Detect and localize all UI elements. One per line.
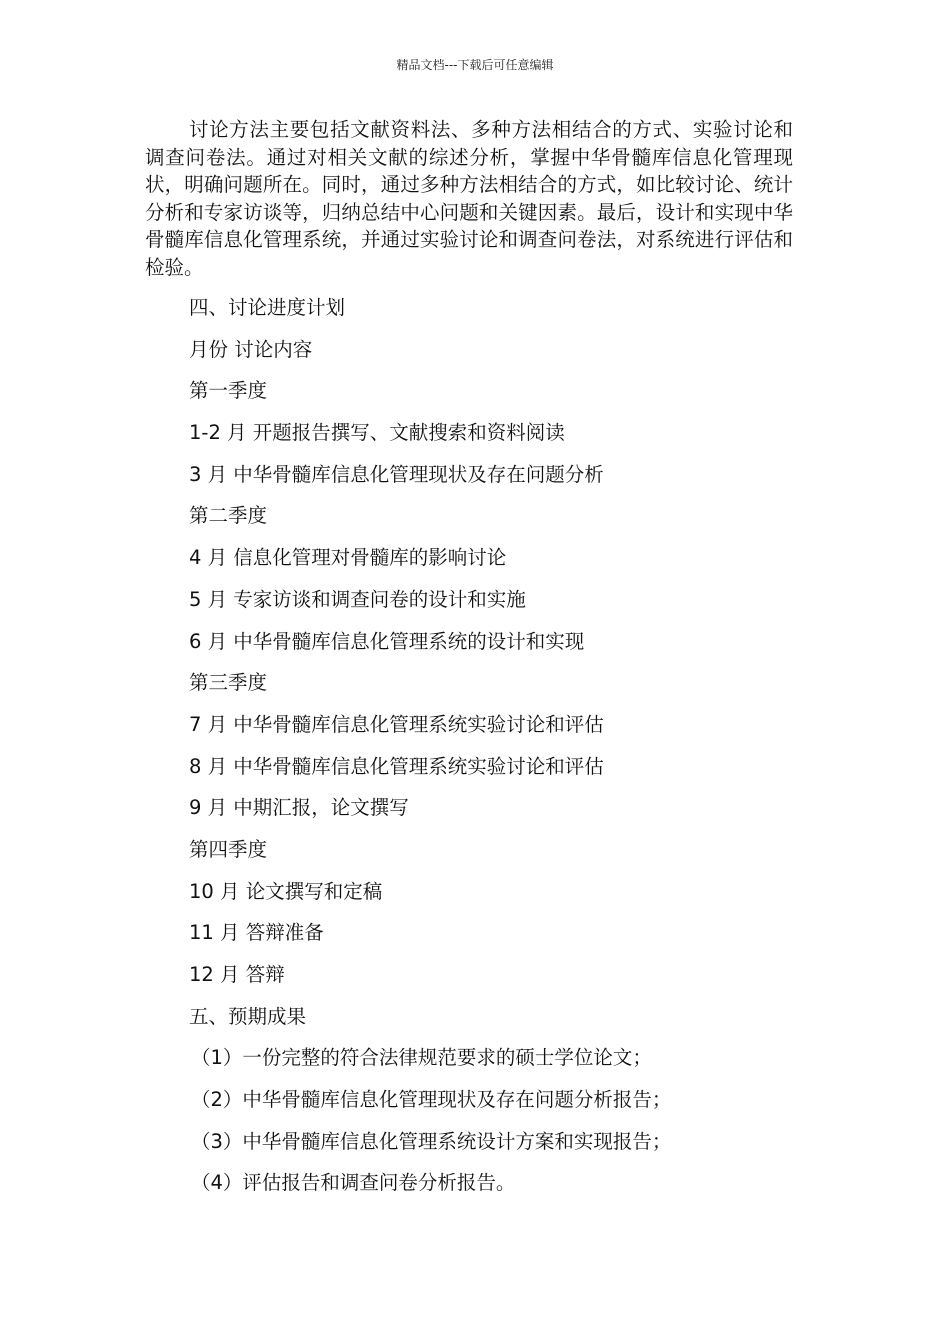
intro-paragraph: 讨论方法主要包括文献资料法、多种方法相结合的方式、实验讨论和调查问卷法。通过对相关文献的综述分析，掌握中华骨髓库信息化管理现状，明确问题所在。同时，通过多种方法相结合的方式，如比较讨论、统计分析和专家访谈等，归纳总结中心问题和关键因素。最后，设计和实现中华骨髓库信息化管理系统，并通过实验讨论和调查问卷法，对系统进行评估和检验。 — [145, 118, 793, 279]
schedule-item: 11 月 答辩准备 — [189, 921, 324, 945]
outcome-item: （3）中华骨髓库信息化管理系统设计方案和实现报告； — [191, 1129, 672, 1153]
schedule-item: 6 月 中华骨髓库信息化管理系统的设计和实现 — [189, 629, 585, 653]
section-heading-schedule: 四、讨论进度计划 — [189, 296, 346, 319]
schedule-item: 8 月 中华骨髓库信息化管理系统实验讨论和评估 — [189, 754, 604, 778]
schedule-item: 3 月 中华骨髓库信息化管理现状及存在问题分析 — [189, 462, 604, 486]
schedule-item: 1-2 月 开题报告撰写、文献搜索和资料阅读 — [189, 421, 565, 445]
outcome-item: （2）中华骨髓库信息化管理现状及存在问题分析报告； — [191, 1088, 672, 1112]
page-header: 精品文档---下载后可任意编辑 — [396, 58, 554, 72]
schedule-item: 4 月 信息化管理对骨髓库的影响讨论 — [189, 546, 507, 570]
quarter-label: 第四季度 — [189, 837, 268, 861]
table-header-line: 月份 讨论内容 — [189, 337, 313, 361]
schedule-item: 9 月 中期汇报，论文撰写 — [189, 796, 409, 820]
content-lines — [189, 293, 809, 1210]
schedule-item: 12 月 答辩 — [189, 963, 285, 986]
schedule-item: 5 月 专家访谈和调查问卷的设计和实施 — [189, 587, 526, 611]
outcome-item: （1）一份完整的符合法律规范要求的硕士学位论文； — [191, 1046, 652, 1070]
outcome-item: （4）评估报告和调查问卷分析报告。 — [191, 1171, 516, 1195]
quarter-label: 第二季度 — [189, 504, 268, 528]
schedule-item: 10 月 论文撰写和定稿 — [189, 879, 383, 903]
section-heading-outcomes: 五、预期成果 — [189, 1004, 307, 1028]
quarter-label: 第三季度 — [189, 671, 268, 695]
schedule-item: 7 月 中华骨髓库信息化管理系统实验讨论和评估 — [189, 712, 604, 736]
quarter-label: 第一季度 — [189, 379, 268, 403]
